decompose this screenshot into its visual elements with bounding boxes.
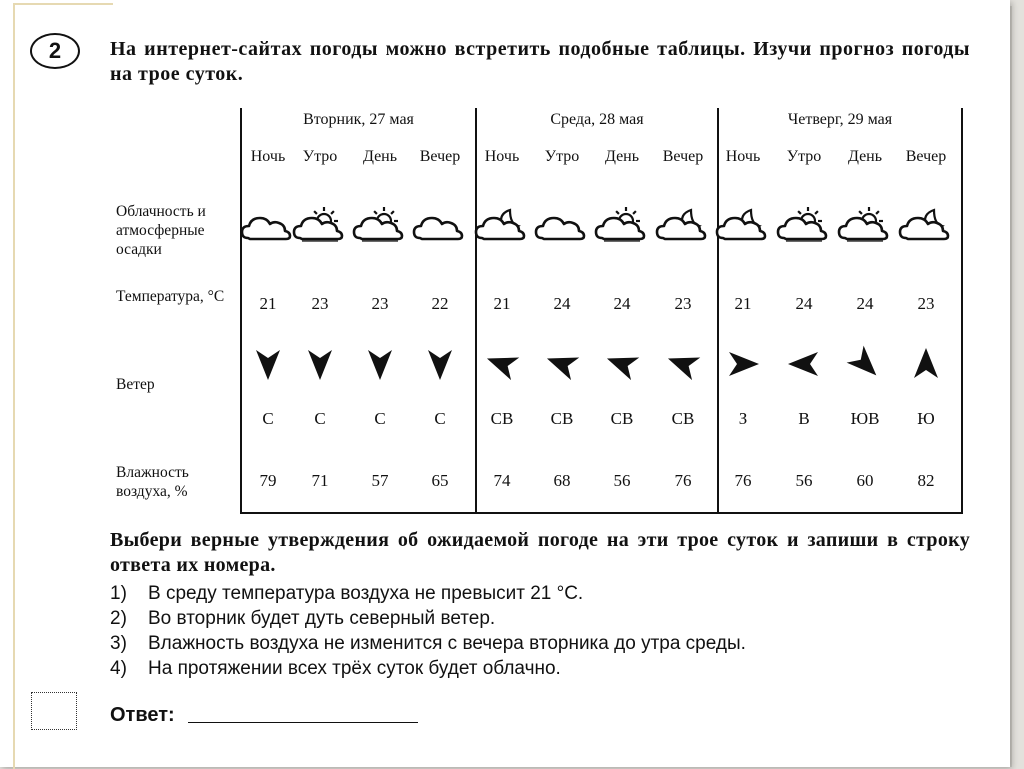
temperature-value: 21 <box>734 294 752 313</box>
day-header-wednesday: Среда, 28 мая <box>550 111 644 128</box>
temperature-value: 24 <box>553 294 571 313</box>
wind-arrow-icon <box>248 344 308 384</box>
temperature-value: 22 <box>431 294 449 313</box>
humidity-value: 68 <box>553 471 571 490</box>
option-text: На протяжении всех трёх суток будет облачно. <box>148 658 561 679</box>
option-1 <box>110 582 583 606</box>
cloud-icon <box>238 206 298 250</box>
wind-arrow-icon <box>845 344 905 384</box>
sun-behind-cloud-icon <box>835 206 895 250</box>
option-number: 1) <box>110 583 127 604</box>
humidity-value: 60 <box>856 471 874 490</box>
page-frame <box>13 3 113 769</box>
wind-arrow-icon <box>723 344 783 384</box>
temperature-value: 23 <box>917 294 935 313</box>
wind-direction-value: С <box>374 409 386 428</box>
humidity-value: 57 <box>371 471 389 490</box>
row-label-temperature: Температура, °C <box>116 288 225 305</box>
humidity-value: 76 <box>734 471 752 490</box>
option-number: 4) <box>110 658 127 679</box>
time-of-day-label: Вечер <box>662 148 704 165</box>
option-text: Во вторник будет дуть северный ветер. <box>148 608 496 629</box>
temperature-value: 23 <box>371 294 389 313</box>
time-of-day-label: Ночь <box>250 148 286 165</box>
answer-line[interactable] <box>188 722 418 723</box>
row-label-wind: Ветер <box>116 376 155 393</box>
time-of-day-label: Вечер <box>419 148 461 165</box>
wind-direction-value: С <box>314 409 326 428</box>
time-of-day-label: День <box>362 148 398 165</box>
temperature-value: 24 <box>613 294 631 313</box>
wind-direction-value: СВ <box>671 409 695 428</box>
temperature-value: 23 <box>311 294 329 313</box>
table-border-right <box>961 108 963 514</box>
humidity-value: 76 <box>674 471 692 490</box>
moon-behind-cloud-icon <box>472 206 532 250</box>
cloud-icon <box>532 206 592 250</box>
sun-behind-cloud-icon <box>774 206 834 250</box>
wind-arrow-icon <box>784 344 844 384</box>
humidity-value: 56 <box>613 471 631 490</box>
moon-behind-cloud-icon <box>713 206 773 250</box>
temperature-value: 21 <box>259 294 277 313</box>
wind-direction-value: ЮВ <box>850 409 880 428</box>
score-box[interactable] <box>31 692 77 730</box>
wind-direction-value: В <box>798 409 810 428</box>
wind-direction-value: Ю <box>917 409 935 428</box>
wind-direction-value: СВ <box>550 409 574 428</box>
table-border-bottom <box>240 512 963 514</box>
option-number: 3) <box>110 633 127 654</box>
wind-direction-value: СВ <box>610 409 634 428</box>
time-of-day-label: День <box>604 148 640 165</box>
wind-arrow-icon <box>482 344 542 384</box>
wind-direction-value: С <box>262 409 274 428</box>
time-of-day-label: Ночь <box>484 148 520 165</box>
moon-behind-cloud-icon <box>653 206 713 250</box>
wind-arrow-icon <box>360 344 420 384</box>
question-number: 2 <box>30 33 80 69</box>
wind-direction-value: З <box>738 409 748 428</box>
humidity-value: 79 <box>259 471 277 490</box>
option-text: В среду температура воздуха не превысит 21 °C. <box>148 583 584 604</box>
wind-direction-value: СВ <box>490 409 514 428</box>
wind-arrow-icon <box>420 344 480 384</box>
humidity-value: 82 <box>917 471 935 490</box>
temperature-value: 21 <box>493 294 511 313</box>
row-label-humidity: Влажность воздуха, % <box>116 464 189 500</box>
option-4 <box>110 657 561 681</box>
humidity-value: 74 <box>493 471 511 490</box>
humidity-value: 71 <box>311 471 329 490</box>
temperature-value: 24 <box>795 294 813 313</box>
option-number: 2) <box>110 608 127 629</box>
day-header-tuesday: Вторник, 27 мая <box>303 111 414 128</box>
wind-arrow-icon <box>663 344 723 384</box>
time-of-day-label: Вечер <box>905 148 947 165</box>
sun-behind-cloud-icon <box>350 206 410 250</box>
time-of-day-label: Утро <box>302 148 338 165</box>
answer-label: Ответ: <box>110 704 175 726</box>
humidity-value: 65 <box>431 471 449 490</box>
row-label-cloud: Облачность и атмосферные осадки <box>116 203 206 258</box>
temperature-value: 24 <box>856 294 874 313</box>
time-of-day-label: День <box>847 148 883 165</box>
time-of-day-label: Утро <box>544 148 580 165</box>
task-text: Выбери верные утверждения об ожидаемой погоде на эти трое суток и запиши в строку ответа их номера. <box>110 529 970 576</box>
wind-arrow-icon <box>542 344 602 384</box>
sun-behind-cloud-icon <box>592 206 652 250</box>
time-of-day-label: Утро <box>786 148 822 165</box>
wind-arrow-icon <box>602 344 662 384</box>
wind-direction-value: С <box>434 409 446 428</box>
moon-behind-cloud-icon <box>896 206 956 250</box>
option-3 <box>110 632 746 656</box>
cloud-icon <box>410 206 470 250</box>
day-header-thursday: Четверг, 29 мая <box>787 111 893 128</box>
temperature-value: 23 <box>674 294 692 313</box>
intro-text: На интернет-сайтах погоды можно встретить подобные таблицы. Изучи прогноз погоды на трое суток. <box>110 38 970 85</box>
wind-arrow-icon <box>300 344 360 384</box>
option-2 <box>110 607 495 631</box>
sun-behind-cloud-icon <box>290 206 350 250</box>
option-text: Влажность воздуха не изменится с вечера вторника до утра среды. <box>148 633 746 654</box>
wind-arrow-icon <box>906 344 966 384</box>
time-of-day-label: Ночь <box>725 148 761 165</box>
humidity-value: 56 <box>795 471 813 490</box>
